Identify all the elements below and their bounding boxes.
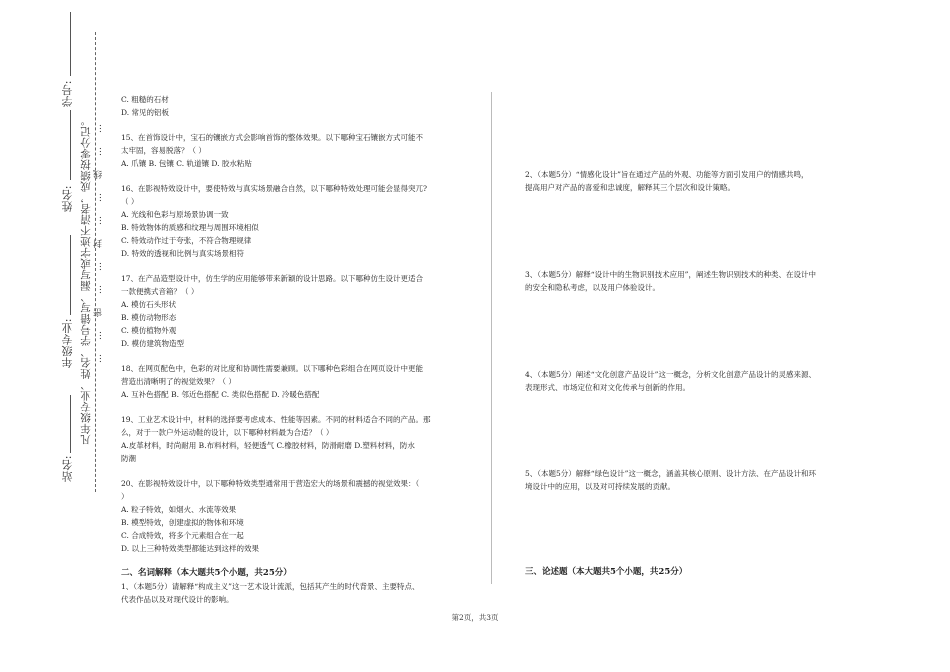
question-text: 19、工业艺术设计中，材料的选择要考虑成本、性能等因素。不同的材料适合不同的产品。那	[121, 415, 431, 424]
question-text: 一款便携式音箱？（ ）	[121, 287, 199, 296]
question-text: 20、在影视特效设计中，以下哪种特效类型通常用于营造宏大的场景和震撼的视觉效果：（	[121, 479, 420, 488]
name-label: 姓名:	[61, 185, 74, 213]
question-17	[121, 272, 471, 350]
name-line	[70, 110, 71, 180]
grade-line	[70, 235, 71, 315]
option-d: D. 以上三种特效类型都能达到这样的效果	[121, 544, 260, 553]
question-text: 18、在网页配色中，色彩的对比度和协调性需要兼顾。以下哪种色彩组合在网页设计中更能	[121, 364, 424, 373]
grade-label: 年级专业:	[61, 318, 74, 369]
question-text: （ ）	[121, 197, 139, 206]
option-d: D. 模仿建筑物造型	[121, 339, 185, 348]
option-b: B. 模仿动物形态	[121, 313, 177, 322]
question-text: ）	[121, 492, 129, 501]
question-text: 么，对于一款户外运动鞋的设计，以下哪种材料最为合适？（ ）	[121, 428, 334, 437]
question-18	[121, 362, 471, 401]
exam-notice: 凡年级专业、姓名、学号错写、漏写或字迹不清者，成绩按零分记。	[80, 115, 92, 445]
section-3-title: 三、论述题（本大题共5个小题，共25分）	[525, 567, 688, 577]
student-id-line	[70, 12, 71, 76]
seal-line-text: ……密……封……线……	[94, 110, 104, 363]
question-text: 表现形式、市场定位和对文化传承与创新的作用。	[525, 383, 690, 392]
option-c: C. 模仿植物外观	[121, 326, 177, 335]
question-19	[121, 413, 471, 465]
right-q2	[525, 168, 808, 194]
question-options: A. 爪镶 B. 包镶 C. 轨道镶 D. 胶水粘贴	[121, 159, 252, 168]
question-options: A. 互补色搭配 B. 邻近色搭配 C. 类似色搭配 D. 冷暖色搭配	[121, 390, 320, 399]
right-q4	[525, 368, 816, 394]
question-text: 5、（本题5分）解释“绿色设计”这一概念，涵盖其核心原则、设计方法、在产品设计和环	[525, 469, 816, 478]
school-label: 站名:	[61, 455, 74, 483]
page-footer: 第2页，共3页	[451, 613, 499, 622]
question-text: 的安全和隐私考虑，以及用户体验设计。	[525, 283, 660, 292]
option-b: B. 模型特效，创建虚拟的物体和环境	[121, 518, 244, 527]
question-14-tail	[121, 93, 471, 119]
question-15	[121, 131, 471, 170]
option-b: B. 特效物体的质感和纹理与周围环境相似	[121, 223, 259, 232]
option-d: D. 特效的透视和比例与真实场景相符	[121, 249, 245, 258]
question-text: 境设计中的应用，以及对可持续发展的贡献。	[525, 482, 675, 491]
question-text: 营造出清晰明了的视觉效果？（ ）	[121, 377, 236, 386]
question-text: 3、（本题5分）解释“设计中的生物识别技术应用”，阐述生物识别技术的种类、在设计中	[525, 270, 816, 279]
question-text: 太牢固，容易脱落？（ ）	[121, 146, 206, 155]
question-options: 防潮	[121, 454, 136, 463]
question-text: 2、（本题5分）“情感化设计”旨在通过产品的外观、功能等方面引发用户的情感共鸣，	[525, 170, 809, 179]
option-a: A. 粒子特效，如烟火、水流等效果	[121, 505, 237, 514]
section-2-title: 二、名词解释（本大题共5个小题，共25分）	[121, 568, 292, 578]
option-c: C. 合成特效，将多个元素组合在一起	[121, 531, 244, 540]
question-16	[121, 182, 471, 260]
question-text: 15、在首饰设计中，宝石的镶嵌方式会影响首饰的整体效果。以下哪种宝石镶嵌方式可能不	[121, 133, 424, 142]
question-text: 提高用户对产品的喜爱和忠诚度，解释其三个层次和设计策略。	[525, 183, 735, 192]
section-2-q1: 代表作品以及对现代设计的影响。	[121, 595, 234, 604]
question-options: A.皮革材料，时尚耐用 B.布料材料，轻便透气 C.橡胶材料，防滑耐磨 D.塑料材料，防水	[121, 441, 415, 450]
question-text: 17、在产品造型设计中，仿生学的应用能够带来新颖的设计思路。以下哪种仿生设计更适合	[121, 274, 424, 283]
right-q3	[525, 268, 816, 294]
right-section-3	[525, 566, 687, 579]
student-id-label: 学号:	[61, 80, 74, 108]
option-c: C. 特效动作过于夸张，不符合物理规律	[121, 236, 252, 245]
option-d: D. 常见的铝板	[121, 108, 170, 117]
left-column	[121, 93, 471, 606]
option-a: A. 模仿石头形状	[121, 300, 177, 309]
question-text: 4、（本题5分）阐述“文化创意产品设计”这一概念，分析文化创意产品设计的灵感来源、	[525, 370, 816, 379]
option-c: C. 粗糙的石材	[121, 95, 169, 104]
question-text: 16、在影视特效设计中，要使特效与真实场景融合自然，以下哪种特效处理可能会显得突兀?	[121, 184, 428, 193]
question-20	[121, 477, 471, 555]
seal-dashed-line	[95, 32, 96, 492]
column-divider	[491, 92, 492, 584]
right-q5	[525, 467, 816, 493]
section-2-q1: 1、（本题5分）请解释“构成主义”这一艺术设计流派，包括其产生的时代背景、主要特点、	[121, 582, 420, 591]
school-line	[70, 395, 71, 453]
option-a: A. 光线和色彩与原场景协调一致	[121, 210, 229, 219]
